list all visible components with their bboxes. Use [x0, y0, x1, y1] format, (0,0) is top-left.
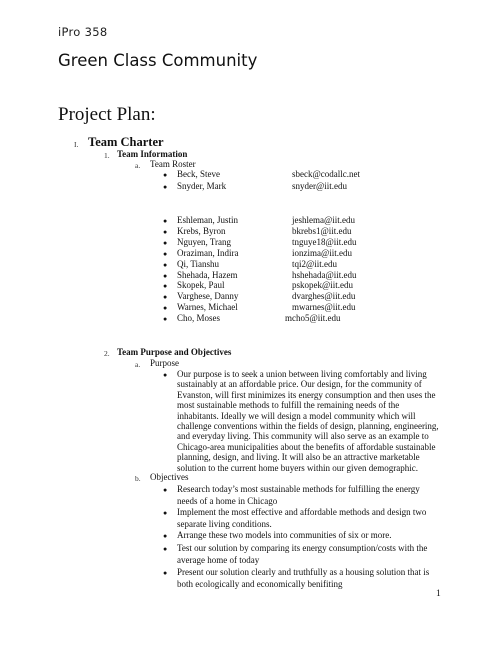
purpose-line: Our purpose is to seek a union between living comfortably and living: [177, 369, 427, 379]
objective-bullet: [163, 484, 167, 494]
roster-name: Qi, Tianshu: [177, 258, 220, 269]
bullet-icon: ●: [163, 171, 168, 179]
purpose-title: Purpose: [150, 358, 179, 368]
bullet-icon: ●: [163, 217, 168, 225]
bullet-icon: ●: [163, 545, 168, 553]
roster-row: [163, 302, 167, 312]
bullet-icon: ●: [163, 271, 168, 280]
roster-email: pskopek@iit.edu: [292, 280, 354, 291]
objective-bullet: [163, 507, 167, 517]
bullet-icon: ●: [163, 315, 168, 324]
subsection-number: 2.: [104, 349, 110, 358]
bullet-icon: ●: [163, 293, 168, 302]
roster-row: [163, 215, 167, 225]
subsection-title: Team Information: [117, 149, 188, 159]
bullet-icon: ●: [163, 509, 168, 517]
bullet-icon: ●: [163, 569, 168, 577]
subsection-title: Team Purpose and Objectives: [117, 347, 232, 357]
roster-title: Team Roster: [150, 159, 196, 169]
objective-line: separate living conditions.: [177, 519, 272, 529]
roster-name: Beck, Steve: [177, 169, 220, 179]
bullet-icon: ●: [163, 227, 168, 236]
purpose-line: most sustainable methods to fulfill the remaining needs of the: [177, 400, 400, 411]
roster-name: Nguyen, Trang: [177, 236, 232, 247]
purpose-line: solution to the current home buyers within our given demographic.: [177, 462, 418, 473]
purpose-bullet: [163, 369, 167, 379]
bullet-icon: ●: [163, 532, 168, 540]
roster-name: Krebs, Byron: [177, 225, 226, 236]
bullet-icon: ●: [163, 304, 168, 313]
objective-bullet: [163, 567, 167, 577]
objective-line: Arrange these two models into communities of six or more.: [177, 530, 392, 540]
objectives-title: Objectives: [150, 472, 189, 482]
purpose-line: Evanston, will first minimizes its energy consumption and then uses the: [177, 389, 436, 400]
roster-email: ionzima@iit.edu: [292, 247, 353, 258]
roster-email: hshehada@iit.edu: [292, 269, 357, 280]
bullet-icon: ●: [163, 486, 168, 494]
objective-line: needs of a home in Chicago: [177, 496, 278, 506]
roster-row: [163, 291, 167, 301]
roster-row: [163, 280, 167, 290]
roster-row: [163, 226, 167, 236]
objective-line: Present our solution clearly and truthfully as a housing solution that is: [177, 567, 430, 577]
bullet-icon: ●: [163, 282, 168, 291]
roster-email: snyder@iit.edu: [292, 181, 348, 191]
purpose-line: Chicago-area municipalities about the benefits of affordable sustainable: [177, 441, 436, 452]
list-marker: b.: [135, 474, 141, 483]
project-plan-heading: Project Plan:: [58, 104, 156, 125]
roster-name: Skopek, Paul: [177, 280, 225, 291]
bullet-icon: ●: [163, 260, 168, 269]
roster-name: Shehada, Hazem: [177, 269, 238, 280]
objective-bullet: [163, 530, 167, 540]
roster-row: [163, 270, 167, 280]
purpose-line: challenge conventions within the fields of design, planning, engineering,: [177, 421, 439, 431]
roster-row: [163, 248, 167, 258]
subsection-number: 1.: [104, 151, 110, 160]
roster-email: jeshlema@iit.edu: [292, 215, 356, 225]
page-number: 1: [436, 589, 441, 599]
roster-name: Eshleman, Justin: [177, 215, 238, 225]
objective-line: both ecologically and economically benifiting: [177, 579, 343, 589]
roster-row: [163, 237, 167, 247]
purpose-line: and everyday living. This community will also serve as an example to: [177, 431, 429, 442]
roster-email: mcho5@iit.edu: [285, 313, 341, 324]
roster-row: [163, 313, 167, 323]
roster-email: dvarghes@iit.edu: [292, 291, 356, 302]
section-number: I.: [74, 140, 79, 149]
roster-name: Cho, Moses: [177, 313, 221, 324]
purpose-line: inhabitants. Ideally we will design a model community which will: [177, 410, 416, 421]
roster-name: Varghese, Danny: [177, 291, 239, 302]
roster-name: Oraziman, Indira: [177, 247, 239, 258]
section-title: Team Charter: [88, 135, 164, 149]
objective-line: Test our solution by comparing its energy consumption/costs with the: [177, 543, 428, 553]
roster-row: [163, 169, 167, 179]
roster-row: [163, 181, 167, 191]
purpose-line: sustainably at an affordable price. Our design, for the community of: [177, 379, 422, 390]
bullet-icon: ●: [163, 238, 168, 247]
objective-bullet: [163, 543, 167, 553]
course-label: iPro 358: [58, 25, 108, 39]
objective-line: Research today’s most sustainable methods for fulfilling the energy: [177, 484, 420, 494]
roster-email: tnguye18@iit.edu: [292, 236, 357, 247]
bullet-icon: ●: [163, 249, 168, 258]
roster-email: mwarnes@iit.edu: [292, 302, 356, 313]
bullet-icon: ●: [163, 371, 168, 379]
objective-line: Implement the most effective and affordable methods and design two: [177, 507, 427, 517]
roster-email: bkrebs1@iit.edu: [292, 225, 352, 236]
roster-row: [163, 259, 167, 269]
roster-email: tqi2@iit.edu: [292, 258, 338, 269]
document-title: Green Class Community: [58, 51, 258, 70]
objective-line: average home of today: [177, 555, 260, 565]
list-marker: a.: [135, 360, 141, 369]
list-marker: a.: [135, 161, 141, 170]
roster-email: sbeck@codallc.net: [292, 169, 361, 179]
bullet-icon: ●: [163, 183, 168, 191]
roster-name: Snyder, Mark: [177, 181, 227, 191]
roster-name: Warnes, Michael: [177, 302, 238, 313]
purpose-line: planning, design, and living. It will also be an attractive marketable: [177, 452, 420, 463]
